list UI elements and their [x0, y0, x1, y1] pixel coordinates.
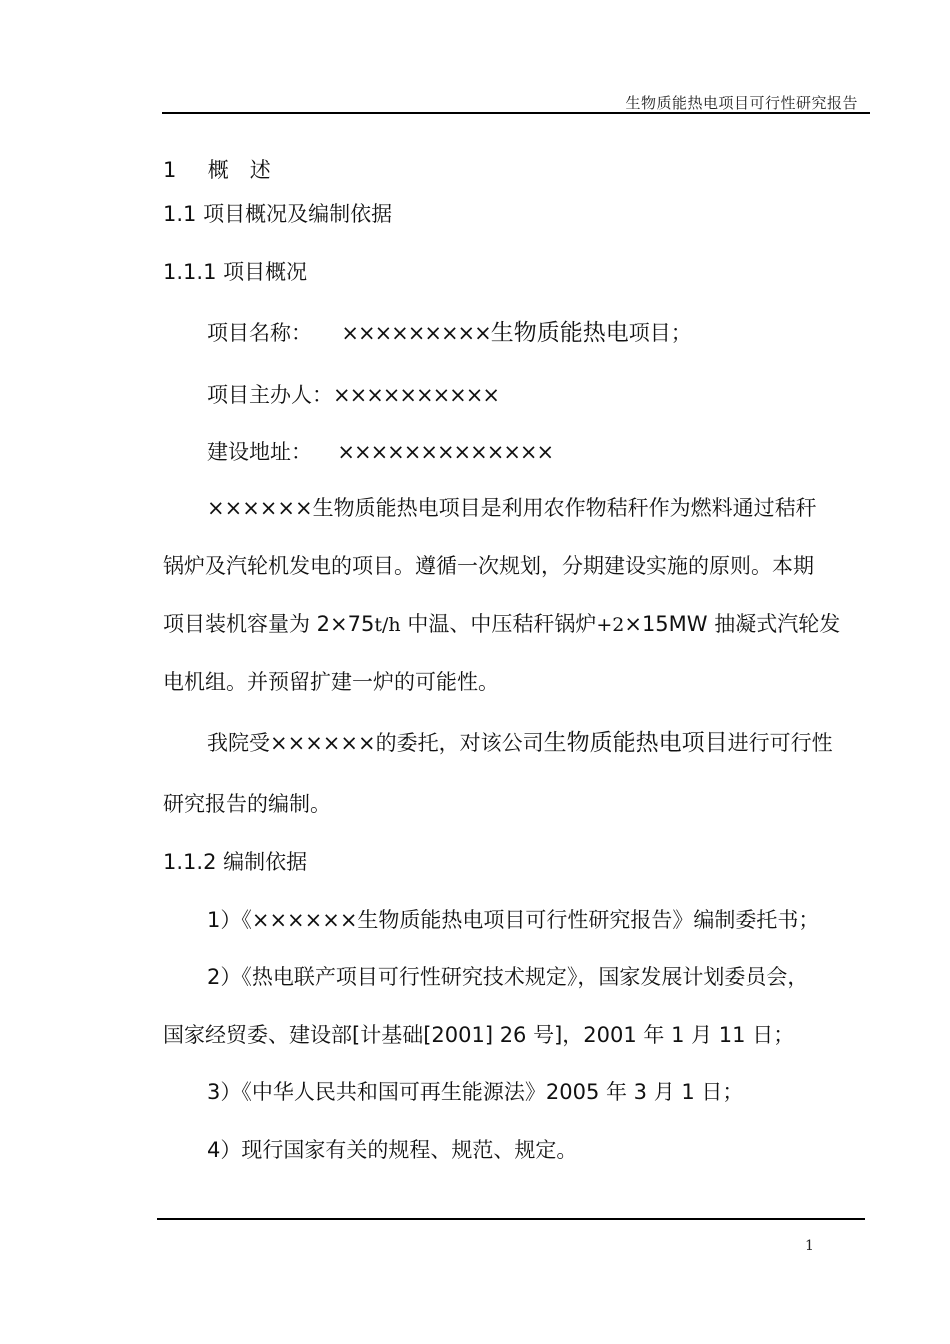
chapter-title: 概 述: [207, 158, 271, 182]
para1-line3-unit: t/h: [374, 614, 401, 636]
basis-item-2: 2）《热电联产项目可行性研究技术规定》，国家发展计划委员会，: [207, 965, 809, 989]
sponsor-value: ××××××××××: [333, 383, 499, 407]
project-name-emphasis: 生物质能热电: [490, 320, 629, 346]
para2-line1: [207, 732, 833, 755]
basis-item-2-cont: 国家经贸委、建设部[计基础[2001] 26 号]，2001 年 1 月 11 日；: [163, 1023, 795, 1047]
basis-item-3: 3）《中华人民共和国可再生能源法》2005 年 3 月 1 日；: [207, 1080, 744, 1104]
para1-line1: ××××××生物质能热电项目是利用农作物秸秆作为燃料通过秸秆: [207, 496, 817, 520]
basis-item-1: 1）《××××××生物质能热电项目可行性研究报告》编制委托书；: [207, 908, 820, 932]
chapter-number: 1: [163, 158, 177, 182]
para2-line1-c: 进行可行性: [727, 731, 833, 755]
project-name-placeholder: ×××××××××: [341, 321, 491, 345]
section-heading-1-1-1: 1.1.1 项目概况: [163, 260, 308, 284]
page-number: 1: [805, 1238, 814, 1254]
site-line: [207, 442, 553, 463]
para1-line3-c: 中温、中压秸秆锅炉: [400, 612, 597, 636]
para2-line2: 研究报告的编制。: [163, 792, 331, 816]
site-label: 建设地址：: [207, 440, 312, 464]
para1-line3-a: 项目装机容量为 2×75: [163, 612, 375, 636]
chapter-heading: [163, 160, 271, 181]
basis-item-4: 4）现行国家有关的规程、规范、规定。: [207, 1138, 578, 1162]
footer-rule: [157, 1218, 865, 1220]
project-name-line: [207, 322, 692, 345]
section-heading-1-1-2: 1.1.2 编制依据: [163, 850, 308, 874]
running-header: 生物质能热电项目可行性研究报告: [625, 94, 858, 112]
para2-line1-emphasis: 生物质能热电项目: [543, 730, 728, 756]
sponsor-label: 项目主办人：: [207, 383, 333, 407]
para2-line1-a: 我院受××××××的委托，对该公司: [207, 731, 544, 755]
section-heading-1-1: 1.1 项目概况及编制依据: [163, 202, 393, 226]
para1-line2: 锅炉及汽轮机发电的项目。遵循一次规划，分期建设实施的原则。本期: [163, 554, 814, 578]
header-rule: [162, 112, 870, 114]
site-value: ×××××××××××××: [337, 440, 554, 464]
para1-line4: 电机组。并预留扩建一炉的可能性。: [163, 670, 499, 694]
project-name-label: 项目名称：: [207, 321, 312, 345]
para1-line3-d: +2: [596, 614, 625, 636]
project-name-tail: 项目；: [628, 321, 692, 345]
sponsor-line: [207, 385, 499, 406]
para1-line3-e: ×15MW 抽凝式汽轮发: [624, 612, 841, 636]
para1-line3: [163, 614, 840, 635]
